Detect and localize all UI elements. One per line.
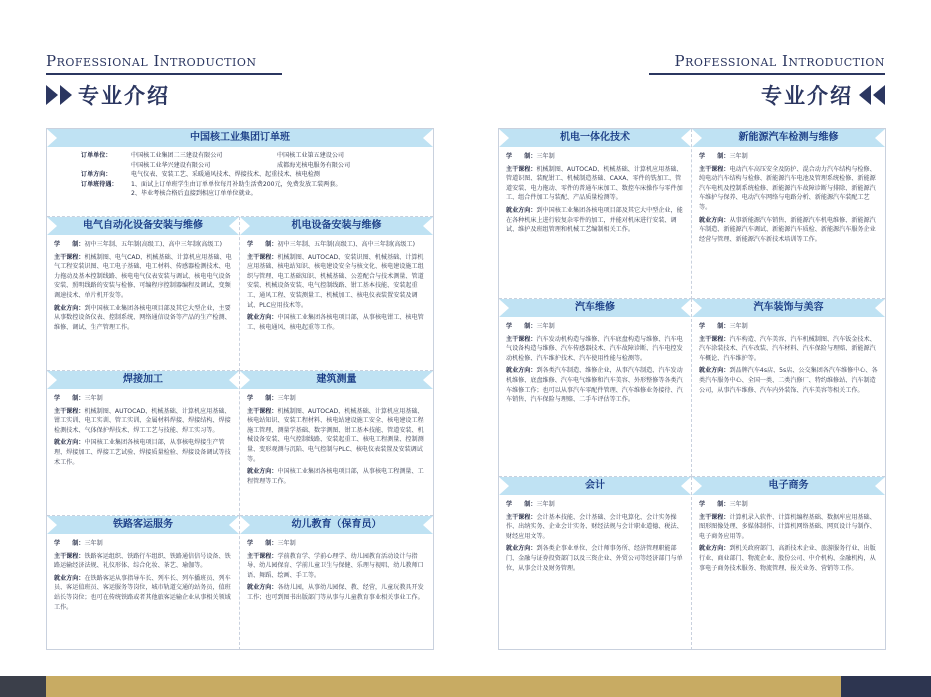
left-header-rule [46, 73, 282, 75]
major-card: 焊接加工 学 制：三年制 主干课程：机械制图、AUTOCAD、机械基础、计算机应用基础、钳工实训、电工实训、管工实训、金属材料焊接、焊接结构、焊接检测技术、气体保护焊技术、焊工工艺与技能、焊工实习等。 就业方向：中国核工业集团各核电项目部，从事核电焊接生产管理、焊接加工、焊接工艺试验、焊接质量检验、焊接设备调试等技术工作。 [47, 371, 240, 516]
major-career: 在铁路客运从事指导车长、列车长、列车播班员、列车员、客运值班员、客运服务等岗位，城市轨道交通的站务员，值班站长等岗位；也可在传统铁路或者其他旅客运输企业从事相关领域工作。 [54, 574, 231, 611]
major-career: 中国核工业集团各核电项目部，从事核电工程测量、工程管理等工作。 [247, 468, 424, 485]
major-core: 学前教育学、学前心理学、幼儿园教育活动设计与指导、幼儿园保育、学前儿童卫生与保健、乐理与视唱、幼儿教师口语、舞蹈、绘画、手工等。 [247, 552, 424, 579]
major-career: 中国核工业集团各核电项目部，从事核电焊接生产管理、焊接加工、焊接工艺试验、焊接质量检验、焊接设备调试等技术工作。 [54, 439, 231, 466]
major-card: 汽车维修 学 制：三年制 主干课程：汽车发动机构造与维修、汽车底盘构造与维修、汽车电气设备构造与维修、汽车传感器技术、汽车故障诊断、汽车电控发动机检修、汽车维护技术、汽车使用性能与检测等。 就业方向：到各类汽车制造、维修企业，从事汽车制造、汽车发动机维修、底盘维修、汽车电气维修和汽车美容、外形整修等各类汽车维修工作；也可以从事汽车零配件管理、汽车维修业务接待、汽车销售、汽车保险与理赔、二手车评估等工作。 [499, 299, 692, 477]
major-title: 机电设备安装与维修 [240, 217, 433, 235]
major-title: 电气自动化设备安装与维修 [47, 217, 239, 235]
major-study: 三年制 [84, 540, 103, 547]
major-core: 汽车发动机构造与维修、汽车底盘构造与维修、汽车电气设备构造与维修、汽车传感器技术、汽车故障诊断、汽车电控发动机检修、汽车维护技术、汽车使用性能与检测等。 [506, 335, 683, 362]
order-unit: 中国核工业集团二三建设有限公司 [131, 152, 223, 159]
major-card: 建筑测量 学 制：三年制 主干课程：机械制图、AUTOCAD、机械基础、计算机应用基础、核电站知识、安装工程材料、核电站建设施工安全、核电建设工程施工管理、测量学基础、数字测图、钳工基本技能、管道安装、机械设备安装、电气控制线路、安装起重工、核电工程测量、控制测量、变形观测与沉陷、电气控制与PLC、核电仪表装置及安装调试等。 就业方向：中国核工业集团各核电项目部，从事核电工程测量、工程管理等工作。 [240, 371, 433, 516]
major-study: 初中三年制、五年制(高级工)、高中三年制(高级工) [84, 241, 222, 248]
right-majors-panel [498, 128, 886, 650]
right-page-header [649, 52, 885, 110]
major-card: 新能源汽车检测与维修 学 制：三年制 主干课程：电动汽车高压安全及防护、混合动力汽车结构与检修、纯电动汽车结构与检修、新能源汽车电池及管理系统检修、新能源汽车电机及控制系统检修、新能源汽车故障诊断与排除、新能源汽车维护与保养、电动汽车网络与电路分析、新能源汽车装配工艺等。 就业方向：从事新能源汽车销售、新能源汽车机电维修、新能源汽车制造、新能源汽车调试、新能源汽车质检、新能源汽车服务企业经营与管理、新能源汽车新技术培训等工作。 [692, 129, 885, 299]
order-class-section [47, 129, 433, 217]
major-card: 机电设备安装与维修 学 制：初中三年制、五年制(高级工)、高中三年制(高级工) 主干课程：机械制图、AUTOCAD、安装识图、机械基础、计算机应用基础、核电站知识、核电建设安全与核文化、核电建设施工组织与管理、电工基础知识、机械基础、公差配合与技术测量、管道安装、机械设备安装、电气控制线路、钳工基本技能、安装起重工、通风工程、安装测量工、机械加工、核电仪表装置安装及调试、PLC应用技术等。 就业方向：中国核工业集团各核电项目部，从事核电钳工、核电管工、核电通风、核电起重等工作。 [240, 217, 433, 371]
order-unit: 中国核工业第五建设公司 [277, 152, 345, 159]
major-study: 三年制 [536, 501, 555, 508]
major-title: 电子商务 [692, 477, 885, 495]
left-page-header [46, 52, 282, 110]
major-study: 三年制 [84, 395, 103, 402]
major-career: 到机关政府部门、高新技术企业、旅游服务行业、出版行业、商业部门、物流企业、股份公司、中介机构、金融机构，从事电子商务技术服务、物流管理、报关业务、营销等工作。 [699, 545, 876, 572]
right-header-rule [649, 73, 885, 75]
major-card: 电气自动化设备安装与维修 学 制：初中三年制、五年制(高级工)、高中三年制(高级工) 主干课程：机械制图、电气CAD、机械基础、计算机应用基础、电气工程安装识图、电工电子基础、电工材料、传感器检测技术、电力拖动及基本控制线路、核电电气仪表安装与调试、核电电气设备安装、照明线路的安装与检修、可编程序控制器编程及调试、变频调速技术、单片机开发等。 就业方向：到中国核工业集团各核电项目部及其它大型企业，主要从事数控设备仪表、控制系统、网络通信设备等产品的生产检测、维修、调试、生产管理工作。 [47, 217, 240, 371]
major-career: 从事新能源汽车销售、新能源汽车机电维修、新能源汽车制造、新能源汽车调试、新能源汽车质检、新能源汽车服务企业经营与管理、新能源汽车新技术培训等工作。 [699, 216, 876, 243]
order-unit-label: 订单单位： [81, 152, 112, 159]
left-chinese-title: 专业介绍 [78, 84, 170, 108]
major-core: 机械制图、电气CAD、机械基础、计算机应用基础、电气工程安装识图、电工电子基础、电工材料、传感器检测技术、电力拖动及基本控制线路、核电电气仪表安装与调试、核电电气设备安装、照明线路的安装与检修、可编程序控制器编程及调试、变频调速技术、单片机开发等。 [54, 253, 232, 299]
major-core: 机械制图、AUTOCAD、机械基础、计算机应用基础、钳工实训、电工实训、管工实训、金属材料焊接、焊接结构、焊接检测技术、气体保护焊技术、焊工工艺与技能、焊工实习等。 [54, 407, 231, 434]
right-title-row [649, 80, 885, 110]
major-title: 铁路客运服务 [47, 516, 239, 534]
left-row-3 [47, 516, 433, 650]
major-title: 汽车装饰与美容 [692, 299, 885, 317]
double-arrow-left-icon [859, 85, 885, 105]
major-core: 机械制图、AUTOCAD、安装识图、机械基础、计算机应用基础、核电站知识、核电建设安全与核文化、核电建设施工组织与管理、电工基础知识、机械基础、公差配合与技术测量、管道安装、机械设备安装、电气控制线路、钳工基本技能、安装起重工、通风工程、安装测量工、机械加工、核电仪表装置安装及调试、PLC应用技术等。 [247, 253, 424, 309]
order-benefit-1: 1、面试上订单班学生由订单单位每月补助生活费200元，免费发放工装两套。 [131, 180, 342, 188]
major-career: 到各类企事业单位、会计师事务所、经济管理职能部门、金融与证券投资部门以及三资企业、外贸公司等经济部门与单位，从事会计及财务管理。 [506, 545, 683, 572]
major-core: 电动汽车高压安全及防护、混合动力汽车结构与检修、纯电动汽车结构与检修、新能源汽车电池及管理系统检修、新能源汽车电机及控制系统检修、新能源汽车故障诊断与排除、新能源汽车维护与保养、电动汽车网络与电路分析、新能源汽车装配工艺等。 [699, 165, 876, 211]
order-benefit-2: 2、毕业考核合格后直接到相应订单单位就业。 [131, 190, 257, 198]
major-card: 幼儿教育（保育员） 学 制：三年制 主干课程：学前教育学、学前心理学、幼儿园教育活动设计与指导、幼儿园保育、学前儿童卫生与保健、乐理与视唱、幼儿教师口语、舞蹈、绘画、手工等。 就业方向：各幼儿园，从事幼儿园保、教、经营，儿童玩教具开发工作；也可到图书出版部门等从事与儿童教育事业相关事业工作。 [240, 516, 433, 650]
order-majors-label: 订单方向： [81, 171, 112, 179]
major-career: 到中国核工业集团各核电项目部及其它大型企业，主要从事数控设备仪表、控制系统、网络通信设备等产品的生产检测、维修、调试、生产管理工作。 [54, 304, 231, 331]
order-unit: 中国核工业华兴建设有限公司 [131, 161, 211, 169]
left-row-2 [47, 371, 433, 516]
major-core: 机械制图、AUTOCAD、机械基础、计算机应用基础、核电站知识、安装工程材料、核电站建设施工安全、核电建设工程施工管理、测量学基础、数字测图、钳工基本技能、管道安装、机械设备安装、电气控制线路、安装起重工、核电工程测量、控制测量、变形观测与沉陷、电气控制与PLC、核电仪表装置及安装调试等。 [247, 407, 424, 463]
order-benefit-label: 订单班待遇： [81, 180, 118, 188]
order-class-body [47, 147, 433, 202]
major-career: 到中国核工业集团各核电项目部及其它大中型企业，能在各种机床上进行较复杂零件的加工，并能对机床进行安装、调试、维护及班组管理和机械工艺编制相关工作。 [506, 206, 683, 234]
major-card: 铁路客运服务 学 制：三年制 主干课程：铁路客运组织、铁路行车组织、铁路通信信号设备、铁路运输经济法规、礼仪形体、综合化妆、茶艺、瑜伽等。 就业方向：在铁路客运从事指导车长、列车长、列车播班员、列车员、客运值班员、客运服务等岗位，城市轨道交通的站务员，值班站长等岗位；也可在传统铁路或者其他旅客运输企业从事相关领域工作。 [47, 516, 240, 650]
footer-gold-segment [46, 676, 841, 697]
major-card: 会计 学 制：三年制 主干课程：会计基本技能、会计基础、会计电算化、会计实务操作、出纳实务、企业会计实务、财经法规与会计职业道德、税法、财经应用文等。 就业方向：到各类企事业单位、会计师事务所、经济管理职能部门、金融与证券投资部门以及三资企业、外贸公司等经济部门与单位，从事会计及财务管理。 [499, 477, 692, 650]
major-study: 三年制 [536, 153, 555, 160]
major-study: 三年制 [729, 501, 748, 508]
major-core: 汽车构造、汽车美容、汽车机械制图、汽车钣金技术、汽车涂装技术、汽车改装、汽车材料、汽车保险与理赔、新能源汽车概论、汽车维护等。 [699, 335, 876, 362]
double-arrow-right-icon [46, 85, 72, 105]
left-title-row [46, 80, 282, 110]
major-study: 三年制 [277, 395, 296, 402]
major-study: 三年制 [729, 323, 748, 330]
left-row-1 [47, 217, 433, 371]
major-title: 机电一体化技术 [499, 129, 691, 147]
major-study: 三年制 [277, 540, 296, 547]
footer-navy-segment [841, 676, 931, 697]
right-row-1 [499, 129, 885, 299]
right-row-3 [499, 477, 885, 650]
footer-dark-segment [0, 676, 46, 697]
order-class-title: 中国核工业集团订单班 [47, 129, 433, 147]
right-row-2 [499, 299, 885, 477]
left-english-title: Professional Introduction [46, 52, 257, 70]
left-majors-panel [46, 128, 434, 650]
major-title: 幼儿教育（保育员） [240, 516, 433, 534]
major-core: 计算机录入软件、计算机编程基础、数据库应用基础、图形图像处理、多媒体制作、计算机网络基础、网页设计与制作、电子商务应用等。 [699, 513, 876, 540]
major-title: 会计 [499, 477, 691, 495]
major-card: 机电一体化技术 学 制：三年制 主干课程：机械制图、AUTOCAD、机械基础、计算机应用基础、管道识图、装配钳工、机械制造基础、CAXA、零件的铣加工、管道安装、电力拖动、零件的普通车床加工、数控车床操作与零件加工、组合件加工与装配、产品质量检测等。 就业方向：到中国核工业集团各核电项目部及其它大中型企业，能在各种机床上进行较复杂零件的加工，并能对机床进行安装、调试、维护及班组管理和机械工艺编制相关工作。 [499, 129, 692, 299]
major-study: 三年制 [536, 323, 555, 330]
major-study: 初中三年制、五年制(高级工)、高中三年制(高级工) [277, 241, 415, 248]
major-title: 建筑测量 [240, 371, 433, 389]
order-majors: 电气仪表、安装工艺、采暖通风技术、焊接技术、起重技术、核电检测 [131, 171, 320, 179]
major-career: 到品牌汽车4s店、5s店、公交集团各汽车维修中心、各类汽车服务中心、全国一类、二类汽修厂、特约维修站、汽车制造公司，从事汽车维修、汽车内外装饰、汽车美容等相关工作。 [699, 367, 878, 394]
order-unit: 成都海光核电服务有限公司 [277, 161, 351, 169]
major-card: 汽车装饰与美容 学 制：三年制 主干课程：汽车构造、汽车美容、汽车机械制图、汽车钣金技术、汽车涂装技术、汽车改装、汽车材料、汽车保险与理赔、新能源汽车概论、汽车维护等。 就业方向：到品牌汽车4s店、5s店、公交集团各汽车维修中心、各类汽车服务中心、全国一类、二类汽修厂、特约维修站、汽车制造公司，从事汽车维修、汽车内外装饰、汽车美容等相关工作。 [692, 299, 885, 477]
major-title: 焊接加工 [47, 371, 239, 389]
major-title: 新能源汽车检测与维修 [692, 129, 885, 147]
major-title: 汽车维修 [499, 299, 691, 317]
major-core: 机械制图、AUTOCAD、机械基础、计算机应用基础、管道识图、装配钳工、机械制造基础、CAXA、零件的铣加工、管道安装、电力拖动、零件的普通车床加工、数控车床操作与零件加工、组合件加工与装配、产品质量检测等。 [506, 165, 683, 202]
major-core: 铁路客运组织、铁路行车组织、铁路通信信号设备、铁路运输经济法规、礼仪形体、综合化妆、茶艺、瑜伽等。 [54, 552, 231, 570]
major-core: 会计基本技能、会计基础、会计电算化、会计实务操作、出纳实务、企业会计实务、财经法规与会计职业道德、税法、财经应用文等。 [506, 513, 683, 540]
right-chinese-title: 专业介绍 [761, 84, 853, 108]
right-english-title: Professional Introduction [674, 52, 885, 70]
footer-color-bar [0, 676, 931, 697]
major-study: 三年制 [729, 153, 748, 160]
major-career: 到各类汽车制造、维修企业，从事汽车制造、汽车发动机维修、底盘维修、汽车电气维修和汽车美容、外形整修等各类汽车维修工作；也可以从事汽车零配件管理、汽车维修业务接待、汽车销售、汽车保险与理赔、二手车评估等工作。 [506, 367, 683, 404]
major-career: 中国核工业集团各核电项目部，从事核电钳工、核电管工、核电通风、核电起重等工作。 [247, 314, 424, 331]
major-career: 各幼儿园，从事幼儿园保、教、经营，儿童玩教具开发工作；也可到图书出版部门等从事与儿童教育事业相关事业工作。 [247, 584, 424, 601]
major-card: 电子商务 学 制：三年制 主干课程：计算机录入软件、计算机编程基础、数据库应用基础、图形图像处理、多媒体制作、计算机网络基础、网页设计与制作、电子商务应用等。 就业方向：到机关政府部门、高新技术企业、旅游服务行业、出版行业、商业部门、物流企业、股份公司、中介机构、金融机构，从事电子商务技术服务、物流管理、报关业务、营销等工作。 [692, 477, 885, 650]
